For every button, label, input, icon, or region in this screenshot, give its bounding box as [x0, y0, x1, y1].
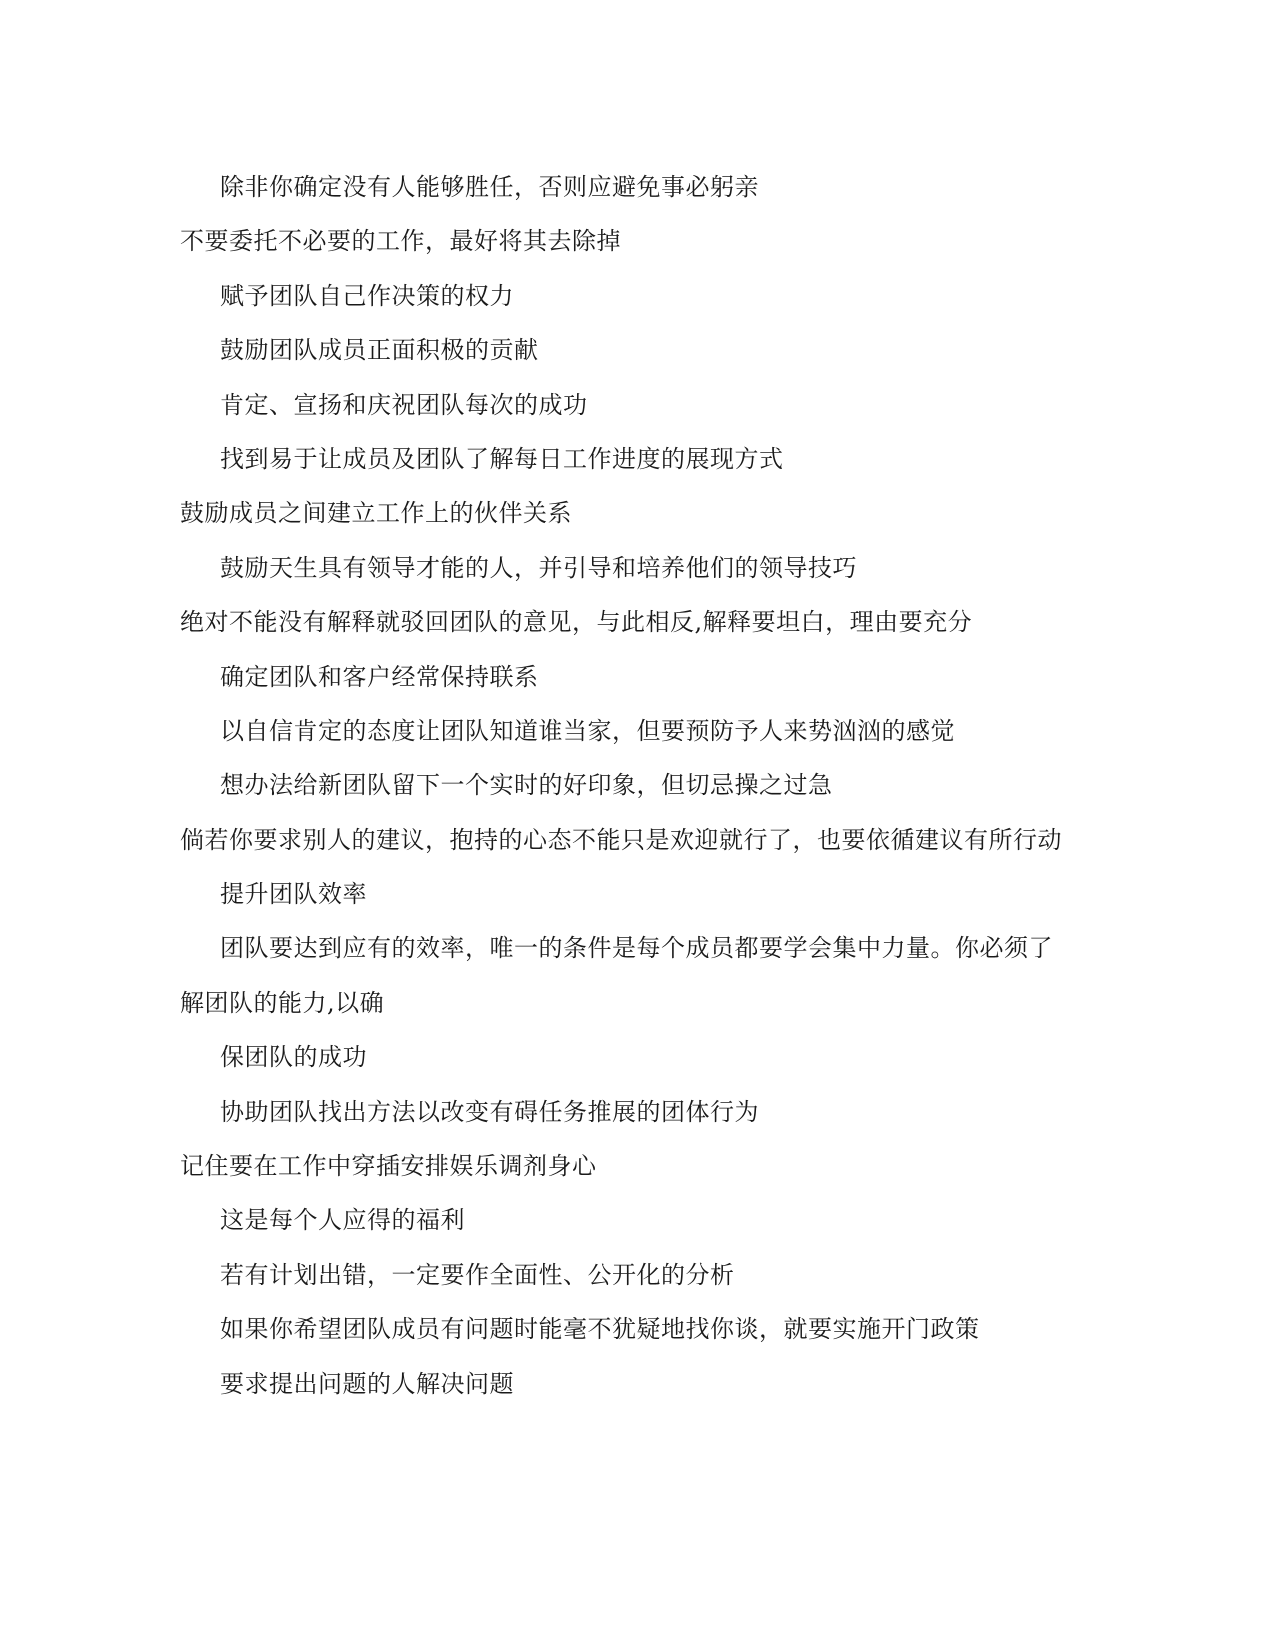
text-line-15: 团队要达到应有的效率，唯一的条件是每个成员都要学会集中力量。你必须了 — [220, 934, 1053, 963]
text-line-13: 倘若你要求别人的建议，抱持的心态不能只是欢迎就行了，也要依循建议有所行动 — [180, 825, 1062, 854]
text-line-20: 这是每个人应得的福利 — [220, 1206, 465, 1235]
text-line-3: 赋予团队自己作决策的权力 — [220, 281, 514, 310]
text-line-2: 不要委托不必要的工作，最好将其去除掉 — [180, 227, 621, 256]
text-line-6: 找到易于让成员及团队了解每日工作进度的展现方式 — [220, 444, 784, 473]
text-line-5: 肯定、宣扬和庆祝团队每次的成功 — [220, 390, 588, 419]
text-line-23: 要求提出问题的人解决问题 — [220, 1369, 514, 1398]
text-line-12: 想办法给新团队留下一个实时的好印象，但切忌操之过急 — [220, 771, 833, 800]
text-line-4: 鼓励团队成员正面积极的贡献 — [220, 336, 539, 365]
text-line-21: 若有计划出错，一定要作全面性、公开化的分析 — [220, 1260, 735, 1289]
text-line-9: 绝对不能没有解释就驳回团队的意见，与此相反,解释要坦白，理由要充分 — [180, 608, 973, 637]
section-heading: 提升团队效率 — [220, 880, 367, 909]
text-line-10: 确定团队和客户经常保持联系 — [220, 662, 539, 691]
text-line-19: 记住要在工作中穿插安排娱乐调剂身心 — [180, 1152, 597, 1181]
text-line-1: 除非你确定没有人能够胜任，否则应避免事必躬亲 — [220, 173, 759, 201]
text-line-22: 如果你希望团队成员有问题时能毫不犹疑地找你谈，就要实施开门政策 — [220, 1315, 980, 1344]
text-line-11: 以自信肯定的态度让团队知道谁当家，但要预防予人来势汹汹的感觉 — [220, 716, 955, 745]
text-line-7: 鼓励成员之间建立工作上的伙伴关系 — [180, 499, 572, 528]
text-line-18: 协助团队找出方法以改变有碍任务推展的团体行为 — [220, 1097, 759, 1126]
text-line-16: 解团队的能力,以确 — [180, 988, 385, 1017]
text-line-17: 保团队的成功 — [220, 1043, 367, 1072]
document-body — [180, 160, 1100, 1411]
text-line-8: 鼓励天生具有领导才能的人，并引导和培养他们的领导技巧 — [220, 553, 857, 582]
